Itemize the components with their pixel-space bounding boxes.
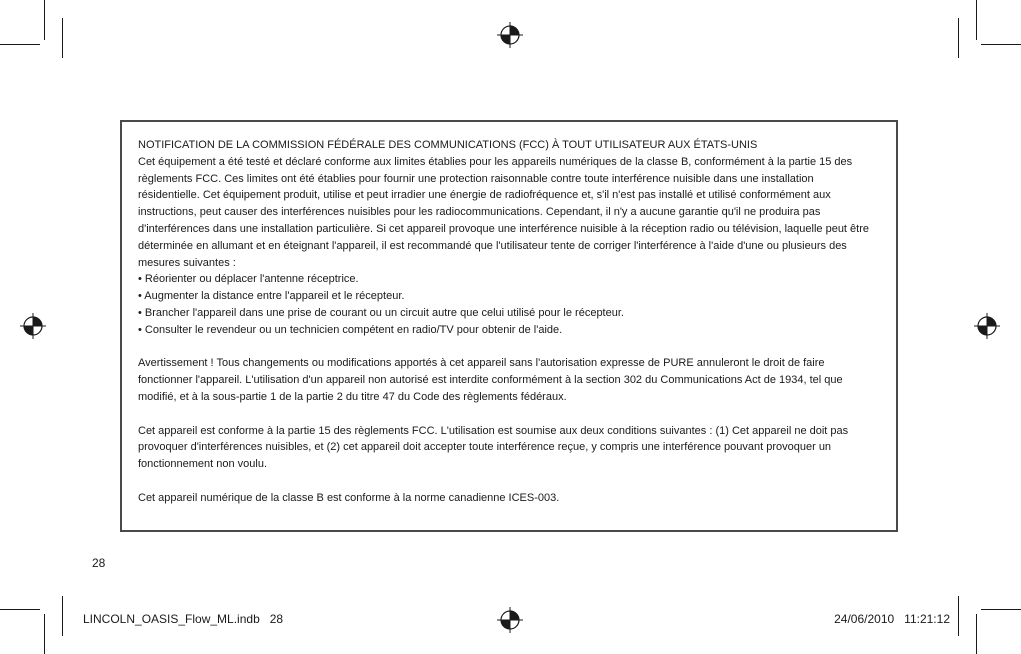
crop-mark [62,18,63,58]
crop-mark [958,18,959,58]
slug-filename: LINCOLN_OASIS_Flow_ML.indb 28 [83,612,284,626]
warning-text: Tous changements ou modifications apportés à cet appareil sans l'autorisation expresse de PURE annuleront le droit de faire fonctionner l'appareil. L'utilisation d'un appareil non autorisé est interdite conformément à la section 302 du Communications Act de 1934, tel que modifié, et à la sous-partie 1 de la partie 2 du titre 47 du Code des règlements fédéraux. [138,357,843,403]
conformity-paragraph: Cet appareil est conforme à la partie 15 des règlements FCC. L'utilisation est soumise aux deux conditions suivantes : (1) Cet appareil ne doit pas provoquer d'interférences nuisibles, et (2) cet appareil doit accepter toute interférence reçue, y compris une interférence pouvant provoquer un fonctionnement non voulu. [138,424,849,471]
crop-mark [976,614,977,654]
bullet-item: • Brancher l'appareil dans une prise de courant ou un circuit autre que celui utilisé pour le récepteur. [138,306,624,319]
crop-mark [0,609,40,610]
page-number: 28 [92,556,106,570]
crop-mark [981,44,1021,45]
crop-mark [44,614,45,654]
crop-mark [44,0,45,40]
crop-mark [976,0,977,40]
registration-mark-icon [20,313,46,339]
print-slug [80,612,960,630]
crop-mark [62,596,63,636]
notice-heading: NOTIFICATION DE LA COMMISSION FÉDÉRALE DES COMMUNICATIONS (FCC) À TOUT UTILISATEUR AUX ÉTATS-UNIS [138,139,758,151]
registration-mark-icon [497,22,523,48]
crop-mark [0,44,40,45]
bullet-item: • Augmenter la distance entre l'appareil et le récepteur. [138,290,405,303]
fcc-notice [138,137,878,507]
crop-mark [981,609,1021,610]
canada-paragraph: Cet appareil numérique de la classe B est conforme à la norme canadienne ICES-003. [138,491,560,504]
warning-paragraph [138,355,878,405]
notice-intro: Cet équipement a été testé et déclaré conforme aux limites établies pour les appareils numériques de la classe B, conformément à la partie 15 des règlements FCC. Ces limites ont été établies pour fournir une protection raisonnable contre toute interférence nuisible dans une installation résidentielle. Cet équipement produit, utilise et peut irradier une énergie de radiofréquence et, s'il n'est pas installé et utilisé conformément aux instructions, peut causer des interférences nuisibles pour les radiocommunications. Cependant, il n'y a aucune garantie qu'il ne produira pas d'interférences dans une installation particulière. Si cet appareil provoque une interférence nuisible à la réception radio ou télévision, laquelle peut être déterminée en allumant et en éteignant l'appareil, il est recommandé que l'utilisateur tente de corriger l'interférence à l'aide d'une ou plusieurs des mesures suivantes : [138,155,870,269]
bullet-item: • Réorienter ou déplacer l'antenne réceptrice. [138,273,359,286]
slug-datetime: 24/06/2010 11:21:12 [834,612,950,626]
bullet-item: • Consulter le revendeur ou un technicien compétent en radio/TV pour obtenir de l'aide. [138,323,563,336]
registration-mark-icon [974,313,1000,339]
warning-label: Avertissement ! [138,357,214,370]
